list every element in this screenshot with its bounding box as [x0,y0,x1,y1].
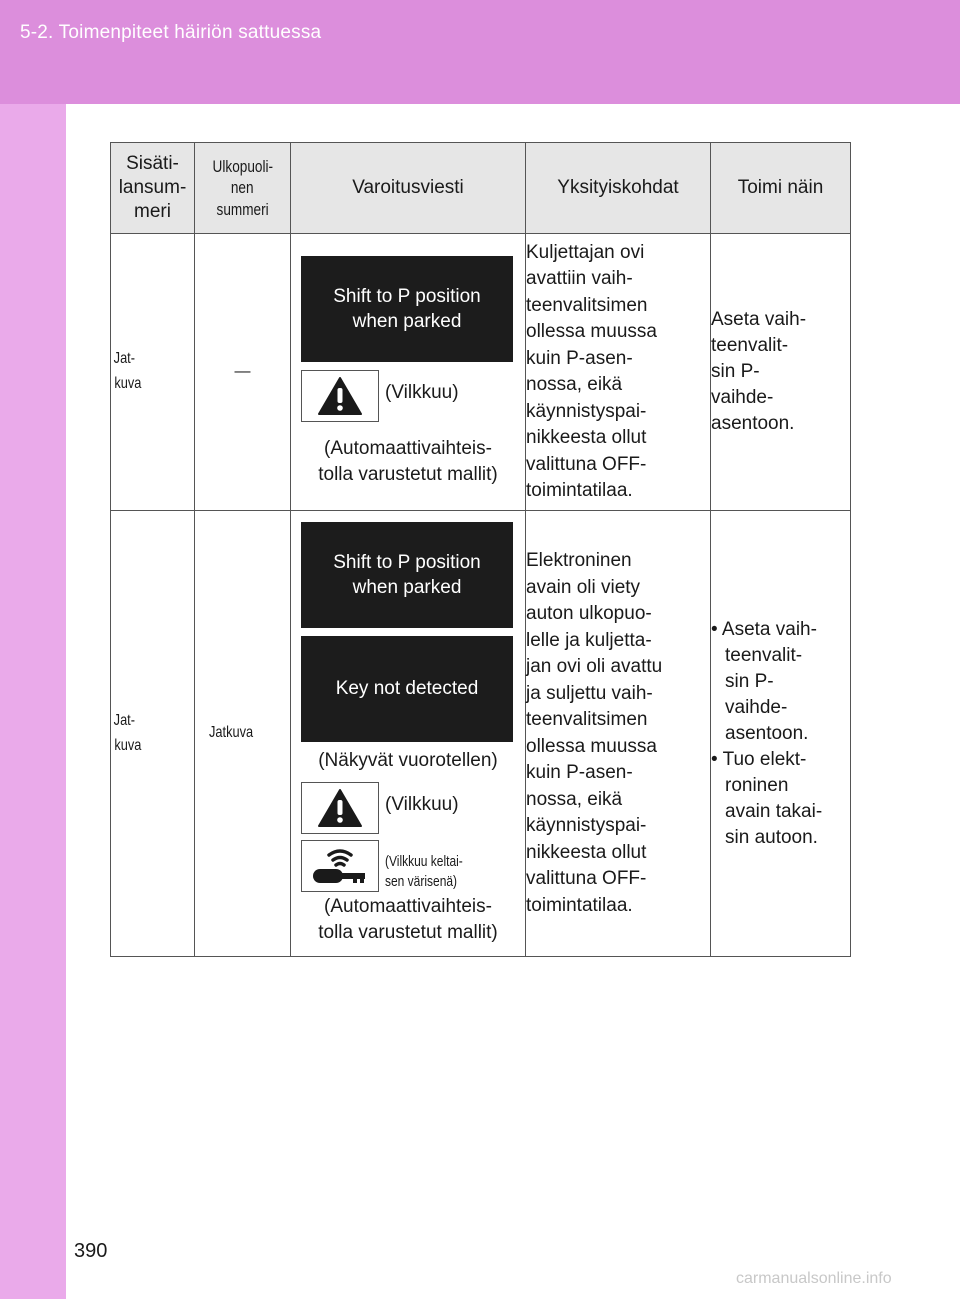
caption-line: (Automaattivaihteis- [324,438,492,459]
details-line: valittuna OFF- [526,453,647,475]
alternating-label: (Näkyvät vuorotellen) [318,749,498,771]
section-title: 5-2. Toimenpiteet häiriön sattuessa [20,22,322,43]
action-line: Aseta vaih- [721,618,817,640]
details-cell [526,234,711,511]
key-signal-icon [307,845,373,887]
header-text: Ulkopuoli- [212,157,273,177]
warning-light-label: (Vilkkuu) [385,793,459,815]
action-cell [711,234,851,511]
message-line: when parked [352,576,462,598]
header-text: Sisäti- [126,153,179,175]
action-line: roninen [725,774,789,796]
details-line: nossa, eikä [526,788,623,810]
header-text: summeri [216,199,269,219]
details-line: auton ulkopuo- [526,603,652,624]
action-line: vaihde- [725,696,788,718]
header-interior-buzzer [111,143,195,234]
details-line: avain oli viety [526,576,641,598]
header-text: nen [231,178,254,198]
message-line: when parked [352,311,462,332]
cell-text: kuva [114,736,142,754]
display-message [301,256,513,362]
details-line: kuin P-asen- [526,347,633,369]
details-line: lelle ja kuljetta- [526,629,652,651]
exterior-buzzer-cell [195,511,291,957]
key-light-label [385,852,482,892]
action-list [711,617,850,851]
action-line: vaihde- [711,387,774,408]
details-line: nossa, eikä [526,374,623,395]
details-line: nikkeesta ollut [526,841,647,863]
key-light-box [301,840,379,892]
table-row [111,234,851,511]
side-bar [0,104,66,1299]
action-item [711,617,850,747]
details-line: ollessa muussa [526,321,657,342]
header-exterior-buzzer [195,143,291,234]
cell-text: Jat- [113,350,136,368]
details-line: toimintatilaa. [526,894,633,916]
warning-message-cell [291,234,526,511]
key-light-row [301,840,525,892]
warning-triangle-icon [317,376,363,416]
cell-text: Jatkuva [209,724,254,742]
details-line: nikkeesta ollut [526,427,647,448]
cell-text: — [234,362,251,380]
page-number: 390 [74,1240,108,1262]
caption-line: (Automaattivaihteis- [324,895,492,917]
interior-buzzer-cell [111,511,195,957]
header-action: Toimi näin [711,143,851,234]
warning-light-row [301,782,525,834]
message-line: Shift to P position [333,286,481,307]
action-line: sin P- [725,670,774,692]
action-item [711,747,850,851]
message-line: Key not detected [335,678,479,699]
action-line: asentoon. [711,413,795,434]
details-cell [526,511,711,957]
details-line: ollessa muussa [526,735,657,757]
model-caption [291,436,525,488]
action-line: avain takai- [725,800,823,822]
details-line: käynnistyspai- [526,815,647,836]
action-line: Aseta vaih- [711,309,807,330]
warning-light-row [301,370,525,422]
details-line: teenvalitsimen [526,709,648,730]
details-line: jan ovi oli avattu [526,656,663,677]
exterior-buzzer-cell [195,234,291,511]
model-caption [291,894,525,946]
cell-text: Jat- [113,711,136,729]
message-line: Shift to P position [333,551,481,573]
caption-line: tolla varustetut mallit) [318,921,498,943]
warning-triangle-icon [317,788,363,828]
action-line: asentoon. [725,722,809,744]
details-line: avattiin vaih- [526,268,633,289]
warning-light-box [301,782,379,834]
warning-light-box [301,370,379,422]
footer-watermark: carmanualsonline.info [736,1270,892,1287]
header-text: lansum- [118,177,187,199]
action-line: teenvalit- [725,644,803,666]
header-details: Yksityiskohdat [526,143,711,234]
display-message [301,522,513,628]
table-header-row [111,143,851,234]
details-line: kuin P-asen- [526,762,633,783]
warning-light-label: (Vilkkuu) [385,382,459,403]
caption-line: tolla varustetut mallit) [318,464,498,485]
cell-text: kuva [114,375,142,392]
table-row [111,511,851,957]
action-line: sin P- [711,361,760,382]
details-line: käynnistyspai- [526,400,647,422]
key-label-line: (Vilkkuu keltai- [385,852,463,870]
action-line: teenvalit- [711,335,789,356]
details-line: ja suljettu vaih- [526,682,653,704]
action-line: sin autoon. [725,826,818,848]
interior-buzzer-cell [111,234,195,511]
details-line: teenvalitsimen [526,294,648,316]
warning-message-cell [291,511,526,957]
header-bar [0,0,960,104]
header-warning-message: Varoitusviesti [291,143,526,234]
details-line: Elektroninen [526,550,632,571]
action-line: Tuo elekt- [722,748,807,770]
details-line: valittuna OFF- [526,868,647,889]
details-line: Kuljettajan ovi [526,241,645,263]
details-line: toimintatilaa. [526,480,633,501]
display-message [301,636,513,742]
action-cell [711,511,851,957]
header-text: meri [134,200,171,222]
key-label-line: sen värisenä) [385,872,458,890]
warning-table [110,142,851,957]
